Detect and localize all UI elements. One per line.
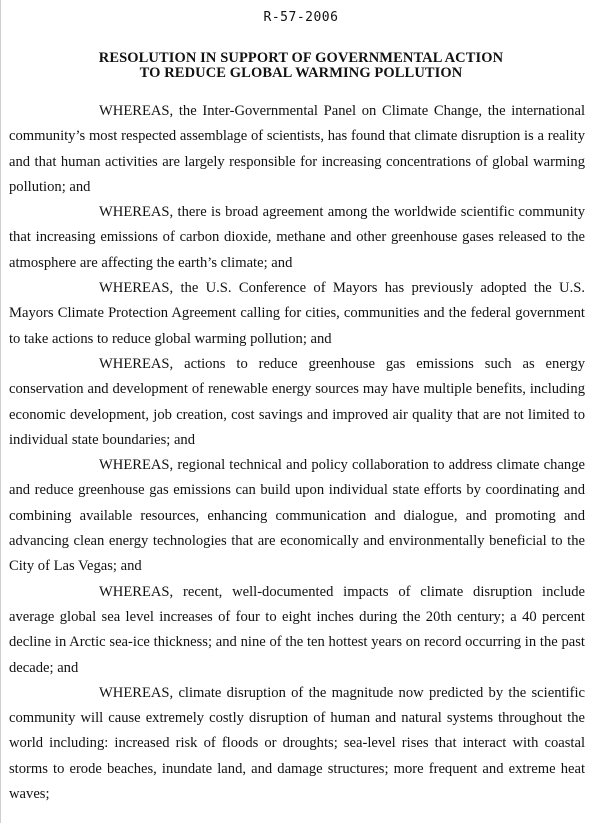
- whereas-paragraph-4: WHEREAS, actions to reduce greenhouse gas emissions such as energy conservation and development of renewable energy sources may have multiple benefits, including economic development, job creation, cost savings and improved air quality that are not limited to individual state boundaries; and: [9, 355, 585, 448]
- document-title: [1, 51, 600, 81]
- whereas-paragraph-5: WHEREAS, regional technical and policy collaboration to address climate change and reduce greenhouse gas emissions can build upon individual state efforts by coordinating and combining available resources, enhancing communication and dialogue, and promoting and advancing clean energy technologies that are economically and environmentally beneficial to the City of Las Vegas; and: [9, 457, 585, 575]
- whereas-paragraph-6: WHEREAS, recent, well-documented impacts of climate disruption include average global sea level increases of four to eight inches during the 20th century; a 40 percent decline in Arctic sea-ice thickness; and nine of the ten hottest years on record occurring in the past decade; and: [9, 583, 585, 676]
- whereas-paragraph-3: WHEREAS, the U.S. Conference of Mayors has previously adopted the U.S. Mayors Climate Protection Agreement calling for cities, communities and the federal government to take actions to reduce global warming pollution; and: [9, 280, 585, 347]
- whereas-paragraph-7: WHEREAS, climate disruption of the magnitude now predicted by the scientific community will cause extremely costly disruption of human and natural systems throughout the world including: increased risk of floods or droughts; sea-level rises that interact with coastal storms to erode beaches, inundate land, and damage structures; more frequent and extreme heat waves;: [9, 684, 585, 803]
- resolution-number: R-57-2006: [263, 10, 339, 25]
- whereas-paragraph-1: WHEREAS, the Inter-Governmental Panel on Climate Change, the international community’s most respected assemblage of scientists, has found that climate disruption is a reality and that human activities are largely responsible for increasing concentrations of global warming pollution; and: [9, 103, 585, 195]
- title-line-1: RESOLUTION IN SUPPORT OF GOVERNMENTAL ACTION: [98, 50, 504, 66]
- whereas-paragraph-2: WHEREAS, there is broad agreement among the worldwide scientific community that increasing emissions of carbon dioxide, methane and other greenhouse gases released to the atmosphere are affecting the earth’s climate; and: [9, 204, 585, 271]
- title-line-2: TO REDUCE GLOBAL WARMING POLLUTION: [139, 65, 463, 81]
- document-body: [9, 99, 585, 807]
